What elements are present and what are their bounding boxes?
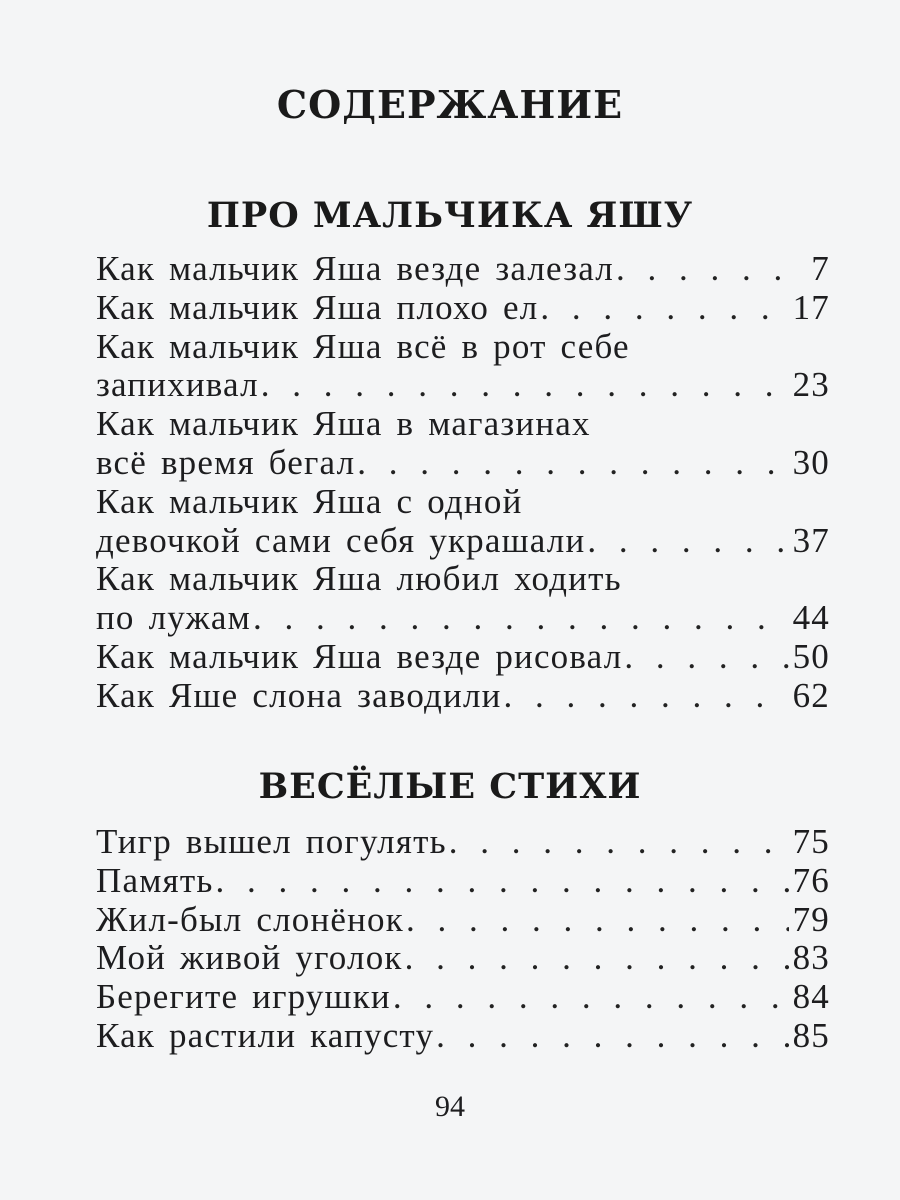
- toc-entry-title: Жил-был слонёнок: [96, 899, 404, 939]
- toc-entry-title: Как мальчик Яша везде залезал: [96, 249, 614, 288]
- toc-entry-last-line: [96, 677, 830, 716]
- toc-entry: [96, 1017, 830, 1056]
- dot-leader: [449, 823, 789, 862]
- toc-entry: [96, 823, 830, 862]
- toc-entry-last-line: [96, 522, 830, 561]
- toc-entry: [96, 862, 830, 901]
- toc-entry-last-line: [96, 862, 830, 901]
- toc-entry-last-line: [96, 599, 830, 638]
- toc-entry-title: девочкой сами себя украшали: [96, 520, 586, 560]
- dot-leader: [504, 677, 789, 716]
- toc-entry: [96, 677, 830, 716]
- dot-leader: [540, 289, 788, 328]
- toc-entry-page-number: 7: [811, 249, 830, 288]
- section-heading-poems: ВЕСЁЛЫЕ СТИХИ: [258, 766, 642, 807]
- dot-leader: [406, 901, 789, 940]
- toc-entry: [96, 250, 830, 289]
- toc-entry-title: запихивал: [96, 365, 259, 405]
- toc-entry-title: Как Яше слона заводили: [96, 675, 502, 715]
- toc-entry-page-number: 62: [792, 675, 830, 715]
- dot-leader: [261, 366, 789, 405]
- toc-entry-last-line: [96, 978, 830, 1017]
- toc-entry-page-number: 23: [792, 365, 830, 405]
- toc-entry: [96, 978, 830, 1017]
- toc-entry-title: Мой живой уголок: [96, 938, 403, 978]
- toc-entry-last-line: [96, 444, 830, 483]
- dot-leader: [587, 522, 788, 561]
- toc-entry-page-number: 84: [792, 977, 830, 1017]
- dot-leader: [253, 599, 789, 638]
- toc-entry-last-line: [96, 901, 830, 940]
- dot-leader: [616, 250, 807, 289]
- dot-leader: [393, 978, 789, 1017]
- toc-entry: [96, 939, 830, 978]
- toc-entry-last-line: [96, 939, 830, 978]
- toc-entry-page-number: 75: [792, 822, 830, 861]
- toc-entry-title: Память: [96, 860, 214, 900]
- toc-entry-title: Как мальчик Яша плохо ел: [96, 287, 539, 327]
- dot-leader: [405, 939, 789, 978]
- toc-entry-page-number: 30: [792, 442, 830, 482]
- toc-entry-page-number: 17: [792, 287, 830, 327]
- toc-list-yasha: [96, 250, 830, 716]
- toc-entry-title: Как мальчик Яша в магазинах: [96, 404, 591, 444]
- toc-entry-title: Как мальчик Яша с одной: [96, 481, 523, 521]
- toc-entry-last-line: [96, 823, 830, 862]
- toc-entry-page-number: 83: [792, 938, 830, 978]
- toc-entry-title: всё время бегал: [96, 442, 356, 482]
- toc-entry: [96, 560, 830, 638]
- toc-entry: [96, 901, 830, 940]
- toc-entry-page-number: 44: [792, 598, 830, 638]
- toc-entry-page-number: 37: [792, 520, 830, 560]
- section-heading-yasha: ПРО МАЛЬЧИКА ЯШУ: [206, 195, 694, 236]
- toc-list-poems: [96, 823, 830, 1056]
- toc-entry-last-line: [96, 1017, 830, 1056]
- toc-entry-title: Тигр вышел погулять: [96, 822, 447, 861]
- toc-entry-last-line: [96, 638, 830, 677]
- toc-entry-title: Как мальчик Яша всё в рот себе: [96, 326, 630, 366]
- toc-entry: [96, 483, 830, 561]
- toc-entry-title: Как растили капусту: [96, 1015, 435, 1055]
- toc-entry-title: Как мальчик Яша любил ходить: [96, 559, 622, 599]
- toc-entry: [96, 405, 830, 483]
- toc-entry-line: [96, 483, 830, 522]
- toc-entry-page-number: 50: [792, 636, 830, 676]
- contents-title: СОДЕРЖАНИЕ: [276, 82, 624, 127]
- toc-entry-page-number: 79: [792, 899, 830, 939]
- toc-entry-line: [96, 560, 830, 599]
- toc-entry-title: Берегите игрушки: [96, 977, 391, 1017]
- toc-entry-page-number: 76: [792, 860, 830, 900]
- toc-entry-title: по лужам: [96, 598, 251, 638]
- toc-entry-last-line: [96, 289, 830, 328]
- dot-leader: [357, 444, 788, 483]
- toc-entry-last-line: [96, 250, 830, 289]
- toc-entry: [96, 638, 830, 677]
- dot-leader: [216, 862, 789, 901]
- dot-leader: [624, 638, 788, 677]
- page-number: 94: [435, 1090, 465, 1123]
- toc-entry-title: Как мальчик Яша везде рисовал: [96, 636, 623, 676]
- toc-entry: [96, 289, 830, 328]
- toc-entry-last-line: [96, 366, 830, 405]
- toc-entry-line: [96, 405, 830, 444]
- dot-leader: [436, 1017, 788, 1056]
- toc-entry-page-number: 85: [792, 1015, 830, 1055]
- toc-entry: [96, 328, 830, 406]
- toc-entry-line: [96, 328, 830, 367]
